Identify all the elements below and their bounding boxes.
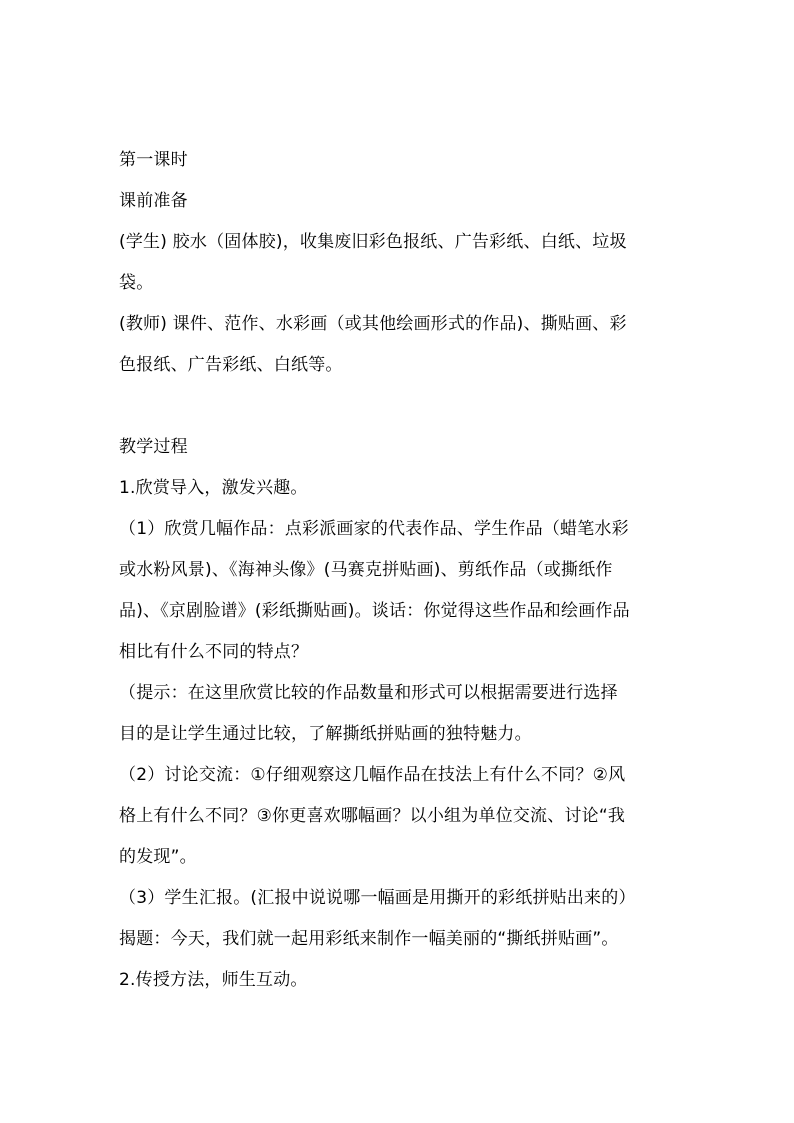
teacher-prep-line-2: 色报纸、广告彩纸、白纸等。 (119, 355, 343, 375)
step-1-3-line-2: 揭题：今天，我们就一起用彩纸来制作一幅美丽的“撕纸拼贴画”。 (119, 929, 619, 949)
step-1-title: 1.欣赏导入，激发兴趣。 (119, 478, 308, 498)
step-1-1-line-4: 相比有什么不同的特点？ (119, 642, 309, 662)
hint-line-2: 目的是让学生通过比较，了解撕纸拼贴画的独特魅力。 (119, 724, 532, 744)
teacher-prep-line-1: (教师) 课件、范作、水彩画（或其他绘画形式的作品)、撕贴画、彩 (119, 314, 627, 334)
process-title: 教学过程 (119, 437, 188, 457)
blank-line (119, 386, 681, 427)
step-1-2-line-3: 的发现”。 (119, 847, 197, 867)
step-1-2-line-2: 格上有什么不同？③你更喜欢哪幅画？以小组为单位交流、讨论“我 (119, 806, 626, 826)
step-2-title: 2.传授方法，师生互动。 (119, 970, 308, 990)
prep-title: 课前准备 (119, 191, 188, 211)
step-1-3-line-1: （3）学生汇报。(汇报中说说哪一幅画是用撕开的彩纸拼贴出来的） (119, 888, 636, 908)
student-prep-line-2: 袋。 (119, 273, 154, 293)
step-1-1-line-2: 或水粉风景)、《海神头像》(马赛克拼贴画)、剪纸作品（或撕纸作 (119, 560, 613, 580)
step-1-1-line-3: 品)、《京剧脸谱》(彩纸撕贴画)。谈话：你觉得这些作品和绘画作品 (119, 601, 630, 621)
hint-line-1: （提示：在这里欣赏比较的作品数量和形式可以根据需要进行选择 (119, 683, 618, 703)
student-prep-line-1: (学生) 胶水（固体胶)，收集废旧彩色报纸、广告彩纸、白纸、垃圾 (119, 232, 627, 252)
document-page (119, 140, 681, 1001)
step-1-1-line-1: （1）欣赏几幅作品：点彩派画家的代表作品、学生作品（蜡笔水彩 (119, 519, 629, 539)
lesson-heading: 第一课时 (119, 150, 188, 170)
step-1-2-line-1: （2）讨论交流：①仔细观察这几幅作品在技法上有什么不同？②风 (119, 765, 626, 785)
